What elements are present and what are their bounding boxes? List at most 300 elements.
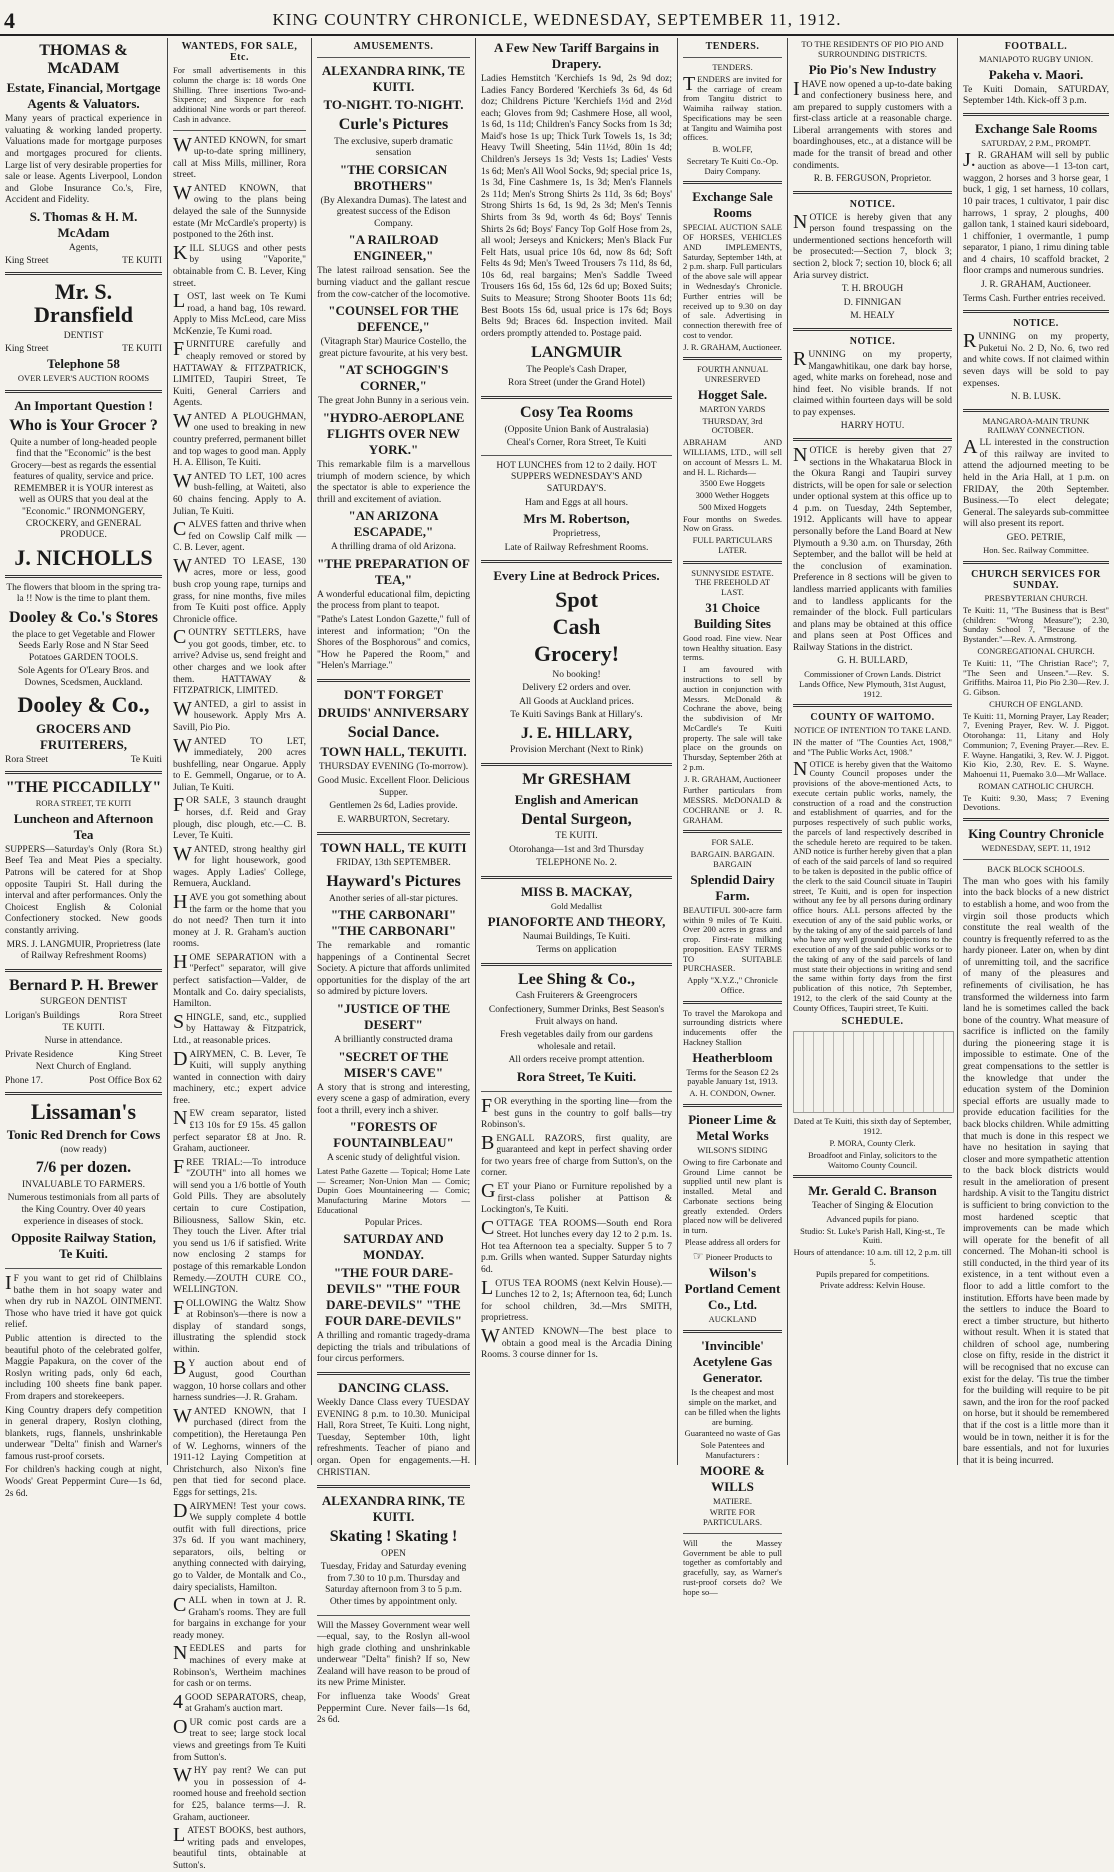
ad-kicker: TO THE RESIDENTS OF PIO PIO AND SURROUNDING DISTRICTS.: [801, 39, 944, 59]
ad-kicker: Every Line at Bedrock Prices.: [493, 568, 660, 584]
church-services: Te Kuiti: 11, "The Business that is Best" (children: "Wrong Measure"); 2.30, Sunday School 7, "Because of the Bystander."—Rev. A. Armstrong.: [963, 604, 1109, 645]
venue: ALEXANDRA RINK, TE KUITI.: [321, 1493, 466, 1525]
ad-text: Good Music. Excellent Floor. Delicious Supper.: [317, 776, 470, 798]
church-services: Te Kuiti: 11, Morning Prayer, Lay Reader; 7, Evening Prayer, Rev. W. J. Piggot. Otorohanga: 11, Litany and Holy Communion; 7, Evening Prayer.—Rev. E. F. Wayne. Hangatiki, 3, Rev. W. J. Piggot. Kio Kio, 2.30, Rev. E. S. Wayne. Mahoenui 11, Puemako 3.0—Mr Wallace.: [963, 710, 1109, 780]
ad-signature: MOORE & WILLS: [700, 1462, 765, 1494]
signatory: HARRY HOTU.: [840, 421, 905, 432]
ad-date: THURSDAY, 3rd OCTOBER.: [702, 415, 763, 436]
signatory: T. H. BROUGH: [841, 284, 904, 295]
classified-ad: WANTED TO LET, immediately, 200 acres bushfelling, near Ongarue. Apply to E. Gemmell, Ongarue, or to A. Julian, Te Kuiti.: [173, 734, 306, 793]
schedule-header: SCHEDULE.: [841, 1016, 904, 1028]
influenza-notice: For influenza take Woods' Great Peppermint Cure. Never fails—1s 6d, 2s 6d.: [317, 1692, 470, 1726]
ad-product: Tonic Red Drench for Cows: [6, 1126, 161, 1142]
ad-town: TE KUITI: [122, 256, 162, 267]
ad-title: Mr GRESHAM: [522, 771, 631, 789]
ad-kicker: TENDERS.: [712, 62, 753, 72]
branson-ad: [793, 1183, 952, 1291]
column-5: [678, 38, 788, 1597]
ad-body: Numerous testimonials from all parts of the King Country. Over 40 years experience in diseases of stock.: [7, 1193, 160, 1227]
tariff-title: A Few New Tariff Bargains in Drapery.: [493, 40, 660, 71]
ad-title: Spot: [555, 587, 598, 613]
ad-signature: J. NICHOLLS: [14, 544, 153, 570]
ad-tagline: INVALUABLE TO FARMERS.: [21, 1179, 146, 1190]
ad-text: Sole Patentees and Manufacturers :: [700, 1440, 765, 1460]
ad-title: Pakeha v. Maori.: [988, 66, 1084, 82]
classified-ad: WANTED, strong healthy girl for light housework, good wages. Apply Ladies' College, Remuera, Auckland.: [173, 842, 306, 890]
ad-text: Fresh vegetables daily from our gardens wholesale and retail.: [500, 1030, 653, 1052]
ad-subtitle: (Opposite Union Bank of Australasia): [504, 424, 649, 435]
tenders-body: TENDERS are invited for the carriage of cream from Tangitu district to Waimiha railway station. Specifications may be seen at Tangitu and Waimiha post offices.: [683, 72, 782, 143]
column-2: [168, 38, 312, 1871]
column-4: [476, 38, 678, 1465]
ad-subtitle: SURGEON DENTIST: [40, 997, 127, 1008]
notice-date: Dated at Te Kuiti, this sixth day of September, 1912.: [793, 1116, 952, 1137]
ad-signature: A. H. CONDON, Owner.: [689, 1088, 776, 1099]
classified-ad: HOME SEPARATION with a "Perfect" separator, will give perfect satisfaction—Valder, de Montalk and Co. dairy specialists, Hamilton.: [173, 950, 306, 1010]
notice-header: MANGAROA-MAIN TRUNK RAILWAY CONNECTION.: [982, 415, 1090, 436]
lissaman-ad: [5, 1100, 162, 1263]
ad-text: To travel the Marokopa and surrounding districts where inducements offer the Hackney Stallion: [683, 1007, 782, 1047]
ad-subtitle: Teacher of Singing & Elocution: [811, 1201, 934, 1212]
ad-title: Who is Your Grocer ?: [9, 416, 158, 434]
ad-title: Hayward's Pictures: [326, 872, 461, 890]
film-desc: A thrilling drama of old Arizona.: [330, 542, 457, 553]
ad-signature: J. R. GRAHAM, Auctioneer: [684, 773, 781, 784]
section-header: TENDERS.: [705, 41, 760, 52]
ad-title: Bernard P. H. Brewer: [9, 976, 158, 994]
ad-signature: MRS. J. LANGMUIR, Proprietress (late of Railway Refreshment Rooms): [6, 939, 161, 962]
film-title: "A RAILROAD ENGINEER,": [348, 232, 439, 264]
razors-notice: BENGALL RAZORS, first quality, are guaranteed and kept in perfect shaving order for two years free of charge from Sutton's, on the corner.: [481, 1131, 672, 1179]
editorial-body: The man who goes with his family into the back blocks of a new district to establish a home, and woo from the virgin soil those products which constitute the real wealth of the country is frequently referred to as the hardy pioneer. Later on, when by dint of unremitting toil, and the sacrifice of many of the pleasures and refinements of civilisation, he has transformed the wilderness into farm land he is sometimes called the back bone of the country. What measure of sacrifice is inflicted on the family during the pioneering stage it is impossible to estimate. One of the great compensations to the settler is the knowledge that under the education system of the Dominion special efforts are usually made to provide education facilities for the back blocks children. While admitting that much is done in this respect we have no hesitation in saying that closer and more sympathetic attention to the back block districts would result in the amelioration of present hardship. A visit to the Tangitu district is sufficient to bring conviction to the most hardened sceptic that improvements can be made which will operate for the benefit of all concerned. The Mohan-iti school is still conducted, in the third year of its existence, in a tent without even a floor to add a little comfort to the institution. Efforts have been made by the settlers to induce the Board to erect a timber structure, but hitherto without result. When it is stated that children of school age, numbering close on fifty, reside in the district it will be recognised that no excuse can exist for the delay. 'Tis true the timber for the building will require to be pit sawn, and the iron for the roof packed on horse, but it should be remembered that if the cost is a little more than it would be in town, neither it is for the bare essentials, and not for luxuries that it is being incurred.: [963, 876, 1109, 1466]
polish-notice: GET your Piano or Furniture repolished by a first-class polisher at Pattison & Lockington's, Te Kuiti.: [481, 1179, 672, 1216]
classified-rates: For small advertisements in this column the charge is: 18 words One Shilling. Three insertions Two-and-Sixpence; and Sixpence for each additional Nine words or part thereof. Cash in advance.: [173, 65, 306, 124]
ad-signature: E. WARBURTON, Secretary.: [337, 814, 450, 825]
ad-date: SATURDAY, 2 P.M., PROMPT.: [981, 137, 1091, 148]
ad-town: Te Kuiti: [130, 754, 162, 765]
ad-body: Quite a number of long-headed people find that the "Economic" is the best Grocery—best as regards the essential features of quality, service and price. REMEMBER it is YOUR interest as well as OURS that you deal at the "Economic." IRONMONGERY, CROCKERY, and GENERAL PRODUCE.: [10, 437, 157, 541]
classified-ad: DAIRYMEN! Test your cows. We supply complete 4 bottle outfit with full directions, price 37s 6d. If you want machinery, separators, oils, belting or anything connected with dairying, go to Valder, de Montalk and Co., dairy specialists, Hamilton.: [173, 1499, 306, 1593]
ad-status: OPEN: [381, 1548, 406, 1559]
classified-ad: CALL when in town at J. R. Graham's rooms. They are full for bargains in exchange for your ready money.: [173, 1594, 306, 1641]
ad-town: TE KUITI.: [555, 831, 598, 842]
classified-ad: NEW cream separator, listed £13 10s for £9 15s. 45 gallon perfect separator £8 at Jno. R. Graham, auctioneer.: [173, 1107, 306, 1155]
ad-location: Opposite Railway Station, Te Kuiti.: [11, 1230, 156, 1262]
ad-nurse: Nurse in attendance.: [44, 1036, 123, 1047]
ad-street: King Street: [5, 344, 49, 355]
notice-header: NOTICE.: [1013, 318, 1059, 330]
ad-body: Owing to fire Carbonate and Ground Lime cannot be supplied until new plant is installed. Metal and Carbonate sections being greatly extended. Orders placed now will be delivered in turn.: [683, 1156, 782, 1236]
ad-subtitle: The People's Cash Draper,: [526, 364, 627, 375]
piccadilly-ad: [5, 779, 162, 963]
ad-address: Cheal's Corner, Rora Street, Te Kuiti: [506, 438, 647, 449]
railway-notice: ALL interested in the construction of this railway are invited to attend the adjourned meeting to be held in the Aria Hall, at 1 p.m. on FRIDAY, the 20th September. Business.—To elect delegate; General. The saleyards sub-committee will also present its report.: [963, 436, 1109, 530]
column-6: [788, 38, 958, 1465]
classified-ad: 4GOOD SEPARATORS, cheap, at Graham's auction mart.: [173, 1690, 306, 1715]
classified-ad: WANTED TO LEASE, 130 acres, more or less, good bush crop young rape, turnips and grass, for nine months, five miles from Te Kuiti post office. Apply Chronicle office.: [173, 554, 306, 625]
cottage-tea-notice: COTTAGE TEA ROOMS—South end Rora Street. Hot lunches every day 12 to 2 p.m. 1s. Hot tea Afternoon tea a specialty. Supper 5 to 7 p.m. Grills when wanted. Supper Saturday nights 6d.: [481, 1216, 672, 1276]
stray-cows-notice: RUNNING on my property, Puketui No. 2 D, No. 6, two red and white cows. If not claimed within seven days will be sold to pay expenses.: [963, 330, 1109, 389]
masthead: [0, 0, 1114, 36]
ad-residence: Private Residence: [5, 1050, 74, 1061]
classified-ad: LATEST BOOKS, best authors, writing pads and envelopes, beautiful tints, obtainable at Sutton's.: [173, 1824, 306, 1871]
ad-text: Pupils prepared for competitions.: [815, 1268, 930, 1279]
column-7: [958, 38, 1114, 1465]
gresham-ad: [481, 771, 672, 870]
classified-ad: BY auction about end of August, good Courthan waggon, 10 horse collars and other harness sundries—J. R. Graham.: [173, 1356, 306, 1404]
ad-street: King Street: [5, 256, 49, 267]
ad-agents: Sole Agents for O'Leary Bros. and Downes, Scedsmen, Auckland.: [18, 666, 149, 688]
ad-title: LANGMUIR: [531, 344, 622, 362]
film-title: "JUSTICE OF THE DESERT": [336, 1001, 451, 1033]
ad-note: Late of Railway Refreshment Rooms.: [504, 542, 649, 553]
film-desc: "Pathe's Latest London Gazette," full of interest and information; "On the Shores of the Bosphorous" and comics, "How he Papered the Room," and "Helen's Marriage.": [317, 615, 470, 672]
classified-ad: WANTED, a girl to assist in housework. Apply Mrs A. Savill, Pio Pio.: [173, 697, 306, 733]
church-name: CONGREGATIONAL CHURCH.: [977, 646, 1095, 656]
ad-body: BEAUTIFUL 300-acre farm within 9 miles of Te Kuiti. Over 200 acres in grass and crop. First-rate milking proposition. EASY TERMS TO SUITABLE PURCHASER.: [683, 904, 782, 974]
ad-kicker: MANIAPOTO RUGBY UNION.: [978, 54, 1094, 64]
ad-body: ABRAHAM AND WILLIAMS, LTD., will sell on account of Messrs L. M. and H. L. Richards—: [683, 437, 782, 477]
ad-text: Tuesday, Friday and Saturday evening from 7.30 to 10 p.m. Thursday and Saturday afternoon from 3 to 5 p.m. Other times by appointment only.: [320, 1562, 467, 1607]
signatory: M. HEALY: [850, 311, 895, 322]
classified-ad: SHINGLE, sand, etc., supplied by Hattaway & Fitzpatrick, Ltd., at reasonable prices.: [173, 1010, 306, 1046]
film-desc: The remarkable and romantic happenings of a Continental Secret Society. A picture that affords unlimited opportunities for the display of the art so admired by picture lovers.: [317, 941, 470, 998]
ad-subtitle: Estate, Financial, Mortgage Agents & Valuators.: [6, 80, 161, 112]
ad-title: "THE PICCADILLY": [5, 778, 162, 796]
ad-title: Dooley & Co.'s Stores: [8, 608, 159, 626]
ad-body: Is the cheapest and most simple on the market, and can be filled when the lights are burning.: [684, 1387, 781, 1427]
ad-address: Provision Merchant (Next to Rink): [510, 745, 643, 756]
showtime: THURSDAY EVENING (To-morrow).: [318, 762, 469, 773]
ad-building: Lorigan's Buildings: [5, 1010, 80, 1021]
drapers-notice: King Country drapers defy competition in general drapery, Roslyn clothing, blankets, rugs, flannels, unshrinkable underwear "Delta" finish and Warner's famous rust-proof corsets.: [5, 1405, 162, 1462]
ad-signature: Wilson's Portland Cement Co., Ltd.: [684, 1265, 781, 1313]
schedule-table: [793, 1031, 954, 1113]
classified-ad: COUNTRY SETTLERS, have you got goods, timber, etc. to arrive? Advise us, send freight and other charges and we look after them. HATTAWAY & FITZPATRICK, LIMITED.: [173, 626, 306, 697]
film-desc: A story that is strong and interesting, every scene a gasp of admiration, every foot a thrill, every inch a shiver.: [317, 1082, 470, 1116]
editorial-masthead: King Country Chronicle: [968, 826, 1104, 842]
cosy-tea-rooms-ad: [481, 404, 672, 554]
ad-terms: Terms on application: [536, 945, 617, 956]
film-title: "SECRET OF THE MISER'S CAVE": [338, 1048, 449, 1080]
ad-street: Rora Street: [5, 754, 49, 765]
ad-title: MISS B. MACKAY,: [520, 883, 632, 899]
film-title: "FORESTS OF FOUNTAINBLEAU": [333, 1119, 454, 1151]
film-desc: A scenic study of delightful vision.: [327, 1153, 460, 1164]
ad-title: Pio Pio's New Industry: [808, 61, 937, 77]
editorial-date: WEDNESDAY, SEPT. 11, 1912: [981, 843, 1091, 854]
ad-price: Popular Prices.: [364, 1217, 423, 1228]
signatory-role: Commissioner of Crown Lands. District Lands Office, New Plymouth, 31st August, 1912.: [799, 668, 946, 699]
ad-text: The exclusive, superb dramatic sensation: [334, 136, 453, 159]
ad-subject: PIANOFORTE AND THEORY,: [487, 913, 666, 929]
ad-pobox: Post Office Box 62: [89, 1075, 162, 1086]
lotus-tea-notice: LOTUS TEA ROOMS (next Kelvin House).—Lunches 12 to 2, 1s; Afternoon tea, 6d; Lunch for school children, 3d.—Mrs SMITH, proprietress.: [481, 1276, 672, 1324]
film-desc: (Vitagraph Star) Maurice Costello, the great picture favourite, at his very best.: [319, 337, 468, 359]
auction-body: J.R. GRAHAM will sell by public auction as above—1 13-ton cart, waggon, 2 horses and 3 horse gear, 1 buck, 1 gig, 1 set harness, 10 collars, 10 pair traces, 1 cultivator, 1 pair disc harrows, 1 spray, 2 ploughs, 400 gallon tank, 1 stained kauri sideboard, 1 chiffonier, 1 overmantle, 1 pump separator, 1 piano, 1 rimu dining table and 4 chairs, 10 scaffold bracket, 2 floor cramps and numerous sundries.: [963, 148, 1109, 277]
ad-signature: Apply "X.Y.Z.," Chronicle Office.: [687, 975, 778, 995]
section-header: FOOTBALL.: [1004, 41, 1068, 52]
signatory-role: Hon. Sec. Railway Committee.: [983, 545, 1089, 556]
ad-hours: Hours of attendance: 10 a.m. till 12, 2 p.m. till 5.: [793, 1247, 952, 1267]
cough-notice: For children's hacking cough at night, Woods' Great Peppermint Cure—1s 6d, 2s 6d.: [5, 1465, 162, 1499]
ad-text: Good road. Fine view. Near town Healthy situation. Easy terms.: [683, 632, 782, 663]
ad-title: Mr. Gerald C. Branson: [808, 1183, 937, 1199]
notice-header: COUNTY OF WAITOMO.: [810, 712, 935, 724]
ad-title: Mr. S. Dransfield: [34, 279, 133, 328]
column-3: [312, 38, 476, 1726]
notice-subheader: NOTICE OF INTENTION TO TAKE LAND.: [793, 725, 952, 736]
ad-title: Social Dance.: [347, 723, 440, 741]
ad-title: Lissaman's: [30, 1098, 137, 1124]
ad-signature: R. B. FERGUSON, Proprietor.: [813, 174, 932, 185]
film-title: "HYDRO-AEROPLANE FLIGHTS OVER NEW YORK.": [322, 409, 465, 457]
ad-location: OVER LEVER'S AUCTION ROOMS: [17, 373, 150, 384]
ad-tagline: Guaranteed no waste of Gas: [684, 1428, 781, 1439]
classifieds-list: [173, 133, 306, 1872]
signatory: GEO. PETRIE,: [1006, 532, 1066, 543]
ad-body: IHAVE now opened a up-to-date baking and confectionery business here, and am prepared to supply customers with a first-class article at a reasonable charge. Liberal arrangements with stores and boardinghouses, etc., at a distance will be made for the transit of bread and other condiments.: [793, 77, 952, 171]
ad-title: Grocery!: [533, 641, 620, 667]
ad-address: Rora Street, Te Kuiti.: [516, 1068, 637, 1084]
showtime: FRIDAY, 13th SEPTEMBER.: [336, 858, 451, 869]
classified-ad: WANTED KNOWN, that I purchased (direct from the competition), the Heretaunga Pen of W. Leghorns, winners of the 1911-12 Laying Competition at Christchurch, also Nixon's fine pen that tied for second place. Eggs for settings, 21s.: [173, 1404, 306, 1498]
brewer-ad: [5, 977, 162, 1086]
pointing-hand-icon: ☞: [692, 1248, 704, 1263]
dransfield-ad: [5, 280, 162, 384]
ad-title: Exchange Sale Rooms: [974, 120, 1098, 136]
venue: TOWN HALL, TE KUITI: [320, 840, 467, 856]
ad-kicker: An Important Question !: [14, 397, 153, 413]
ad-street: Rora Street: [118, 1010, 162, 1021]
film-desc: A wonderful educational film, depicting the process from plant to teapot.: [317, 589, 470, 612]
ad-body: SUPPERS—Saturday's Only (Rora St.) Beef Tea and Meat Pies a specialty. Patrons will be catered for at Shop opposite Taupiri St. Hall during the interval and after performances. Only the Choicest English & Colonial Confectionery stocked. New goods constantly arriving.: [5, 844, 162, 936]
ad-kicker: DON'T FORGET: [343, 686, 444, 702]
land-sale-notice: NOTICE is hereby given that 27 sections in the Whakatarua Block in the Okura Rangi and Taupiri survey districts, will be open for sale or selection under optional system at this office up to 4 p.m. on Tuesday, 24th September, 1912. Applicants will have to appear personally before the Land Board at New Plymouth a 9.30 a.m. on Thursday, 26th September, and the ballot will be held at the conclusion of examination. Preference in 8 sections will be given to landless married applicants with families and to landless applicants for the remainder of the block. Full particulars and plans may be obtained at this office and plans seen at Post Offices and Railway Stations in the district.: [793, 443, 952, 653]
church-services: Te Kuiti: 9.30, Mass; 7 Evening Devotions.: [963, 792, 1109, 813]
showtime: SATURDAY AND MONDAY.: [343, 1231, 444, 1263]
ad-title: Cosy Tea Rooms: [520, 404, 633, 422]
notice-header: NOTICE.: [849, 198, 896, 210]
ad-text: Please address all orders for: [684, 1236, 781, 1247]
thomas-mcadam-ad: [5, 42, 162, 266]
ad-venue: MARTON YARDS: [699, 403, 766, 414]
sporting-notice: FOR everything in the sporting line—from the best guns in the country to golf balls—try Robinson's.: [481, 1094, 672, 1131]
ad-text: Advanced pupils for piano.: [826, 1213, 919, 1224]
ad-subtitle: DRUIDS' ANNIVERSARY: [317, 704, 470, 720]
curle-pictures-ad: [317, 63, 470, 673]
ad-title: Hogget Sale.: [697, 386, 768, 402]
ad-address: Naumai Buildings, Te Kuiti.: [522, 931, 631, 942]
film-desc: The latest railroad sensation. See the burning viaduct and the gallant rescue from the cow-catcher of the locomotive.: [317, 266, 470, 300]
signatory: G. H. BULLARD,: [837, 656, 908, 667]
classified-ad: WHY pay rent? We can put you in possession of 4-roomed house and freehold section for £25, balance terms—J. R. Graham, auctioneer.: [173, 1764, 306, 1823]
stray-horse-notice: RUNNING on my property, Mangawhitikau, one dark bay horse, aged, white marks on forehead, nose and hind feet. No visible brands. If not claimed within fourteen days will be sold to pay expenses.: [793, 347, 952, 418]
ad-kicker: The flowers that bloom in the spring tra-la !! Now is the time to plant them.: [6, 582, 161, 605]
stock-line: 3000 Wether Hoggets: [695, 490, 770, 501]
film-title: "AT SCHOGGIN'S CORNER,": [338, 362, 449, 394]
ad-address: Rora Street (under the Grand Hotel): [508, 378, 645, 389]
ad-phone: Phone 17.: [5, 1075, 43, 1086]
ad-title: Cash: [552, 614, 601, 640]
ad-title: Exchange Sale Rooms: [692, 189, 773, 221]
film-desc: A brilliantly constructed drama: [334, 1035, 453, 1046]
film-desc: (By Alexandra Dumas). The latest and greatest success of the Edison Company.: [320, 195, 467, 229]
film-desc: This remarkable film is a marvellous triumph of modern science, by which the spectator is able to experience the thrill and excitement of aviation.: [317, 459, 470, 505]
auction-body: SPECIAL AUCTION SALE OF HORSES, VEHICLES AND IMPLEMENTS, Saturday, September 14th, at 2 p.m. sharp. Full particulars of the above sale will appear in Wednesday's Chronicle. Further entries will be received up to 9.30 on day of sale. Advertising in connection therewith free of cost to vendor.: [683, 222, 782, 340]
ad-text: No booking!: [552, 669, 601, 680]
ad-text: Confectionery, Summer Drinks, Best Season's Fruit always on hand.: [488, 1005, 665, 1027]
page-number: 4: [4, 8, 15, 33]
film-title: "THE FOUR DARE-DEVILS" "THE FOUR DARE-DEVILS" "THE FOUR DARE-DEVILS": [325, 1265, 462, 1329]
tariff-body: Ladies Hemstitch 'Kerchiefs 1s 9d, 2s 9d doz; Ladies Fancy Bordered 'Kerchiefs 3s 6d, 4s 6d doz; Childrens Picture 'Kerchiefs 1½d and 2½d each; Gloves from 9d; Cashmere Hose, all wool, 1s 6d, 1s 11d; Children's Fancy Socks from 1s 3d; Maid's hose 1s up; Thick Turk Towels 1s, 1s 3d; Heavy Twill Sheeting, 54in 11½d, 80in 1s 4d; Children's Jerseys 1s 3d; Vests 1s; Ladies' Vests 1s 6d; Men's All Wool Socks, 9d; special price 1s, 1s 3d, Fine Cashmere 1s, 1s 3d; Men's Flannels 2s 11d; Men's Strong Shirts 2s 11d, 3s 6d; Boys' Strong Shirts 1s 6d, 1s 9d, 2s 3d; Men's Tennis Shirts from 3s 9d, worth 4s 6d; Boys' Tennis Shirts 2s 6d; Boys' Fancy Top Golf Hose from 2s, all wool; Jerseys and Knickers; Men's Black Fur Felt Hats, usual price 10s 6d, now 8s 6d; Soft Felts 4s 9d; Men's Tweed Trousers 7s 11d, 8s 6d, 10s 6d, real bargains; Men's Saddle Tweed Trousers 16s 6d, 15s 6d, 12s 6d up; Boxed Suits; Suits to Measure; Strong Shooter Boots 11s 6d; Best Boots 15s 6d, usual price is 17s 6d; Boys Belts 9d; Braces 6d. Inspection invited. Mail orders promptly attended to. Postage paid.: [481, 74, 672, 339]
ad-signature: Dooley & Co.,: [17, 692, 150, 718]
ad-price: Gentlemen 2s 6d, Ladies provide.: [329, 801, 458, 812]
ad-body: I am favoured with instructions to sell by auction in conjunction with Messrs. McDonald & Cochrane the above, being the subdivision of Mr McCardle's Te Kuiti property. The sale will take place on the grounds on Thursday, September 26th at 2 p.m.: [683, 664, 782, 772]
ad-note: Terms Cash. Further entries received.: [963, 293, 1106, 304]
dancing-class-ad: [317, 1380, 470, 1479]
ad-signature: J. E. HILLARY,: [520, 724, 633, 742]
hillary-ad: [481, 568, 672, 757]
ad-address: Private address: Kelvin House.: [819, 1280, 926, 1291]
church-name: PRESBYTERIAN CHURCH.: [984, 593, 1088, 604]
classified-ad: KILL SLUGS and other pests by using "Vaporite," obtainable from C. B. Lever, King street.: [173, 241, 306, 289]
arcadia-notice: WANTED KNOWN—The best place to obtain a good meal is the Arcadia Dining Rooms. 3 course dinner for 1s.: [481, 1324, 672, 1361]
land-taking-notice: NOTICE is hereby given that the Waitomo County Council proposes under the provisions of the above-mentioned Acts, to execute certain public works, namely, the construction of a road and the construction and establishment of quarries, and for the purposes respectively of such public works, the parcels of land respectively described in the schedule hereto are required to be taken. AND notice is further hereby given that a plan of each of the said parcels of land so required to be taken is deposited in the public office of the clerk to the said Council situate in Taupiri street, Te Kuiti, and is open for inspection without any fee by all persons during ordinary office hours. ALL persons affected by the execution of any of the said public works, or by the taking of any of the said parcels of land who have any well grounded objections to the execution of any of the said public works or to the taking of any of the said parcels of land must state their objections in writing and send the same within forty days from the first publication of this notice, 7th September, 1912, to the clerk of the said County at the County Offices, Taupiri street, Te Kuiti.: [793, 757, 952, 1013]
classified-ad: HAVE you got something about the farm or the home that you do not need? Then turn it into money at J. R. Graham's auction rooms.: [173, 891, 306, 950]
ad-kicker: FOURTH ANNUAL UNRESERVED: [696, 364, 769, 385]
classified-ad: FOR SALE, 3 staunch draught horses, d.f. Reid and Gray plough, disc plough, etc.—C. B. Lever, Te Kuiti.: [173, 794, 306, 842]
ad-signature: J. R. GRAHAM, Auctioneer.: [980, 280, 1092, 291]
film-desc: The great John Bunny in a serious vein.: [318, 396, 469, 407]
ad-text: Another series of all-star pictures.: [329, 893, 458, 904]
church-name: CHURCH OF ENGLAND.: [989, 698, 1083, 709]
classified-ad: LOST, last week on Te Kumi road, a hand bag, 10s reward. Apply to Miss McLeod, care Miss McKenzie, Te Kumi road.: [173, 290, 306, 337]
economic-grocer-ad: [5, 398, 162, 569]
ad-kicker: SUNNYSIDE ESTATE. THE FREEHOLD AT LAST.: [691, 567, 774, 598]
ad-text: HOT LUNCHES from 12 to 2 daily. HOT SUPPERS WEDNESDAY'S AND SATURDAY'S.: [496, 460, 657, 494]
classified-ad: FOLLOWING the Waltz Show at Robinson's—there is now a display of standard songs, illustrating the splendid stock within.: [173, 1296, 306, 1355]
massey-notice: Will the Massey Government be able to pull together as comfortably and gracefully, say, as Warner's rust-proof corsets do? We hope so—: [683, 1537, 782, 1597]
ad-town: MATIERE.: [713, 1495, 752, 1506]
ad-church: Next Church of England.: [35, 1062, 132, 1073]
ad-title: Lee Shing & Co.,: [518, 970, 635, 988]
ad-body: Many years of practical experience in valuating & working landed property. Valuations made for mortgage purposes and mortgages procured for clients. Large list of very desirable properties for sale or lease. Agents Liverpool, London and Globe Insurance Co.'s, Fire, Accident and Fidelity.: [5, 114, 162, 206]
ad-telephone: Telephone 58: [47, 356, 120, 372]
classified-ad: DAIRYMEN, C. B. Lever, Te Kuiti, will supply anything wanted in connection with dairy machinery, etc.; expert advice free.: [173, 1047, 306, 1106]
ad-agents: Agents,: [68, 242, 99, 253]
ad-text: Te Kuiti Domain, SATURDAY, September 14th. Kick-off 3 p.m.: [963, 84, 1109, 107]
ad-title: Splendid Dairy Farm.: [690, 871, 775, 903]
church-services: Te Kuiti: 11, "The Christian Race"; 7, "The Seen and Unseen."—Rev. S. Griffiths. Mairoa 11, Pio Pio 2.30—Rev. J. G. Gibson.: [963, 657, 1109, 698]
ad-role: Proprietress,: [552, 529, 601, 540]
skating-ad: [317, 1493, 470, 1608]
film-title: "AN ARIZONA ESCAPADE,": [348, 508, 439, 540]
ad-terms: Terms for the Season £2 2s payable January 1st, 1913.: [686, 1066, 779, 1087]
newspaper-title: KING COUNTRY CHRONICLE, WEDNESDAY, SEPTEMBER 11, 1912.: [272, 10, 842, 29]
film-title: "THE CARBONARI" "THE CARBONARI": [330, 907, 457, 939]
ad-kicker: BARGAIN. BARGAIN. BARGAIN: [690, 849, 775, 869]
ad-street-2: King Street: [118, 1050, 162, 1061]
ad-subtitle: DENTIST: [63, 330, 104, 341]
ad-price: 7/6 per dozen.: [35, 1159, 132, 1177]
ad-title: Heatherbloom: [692, 1049, 773, 1065]
druids-dance-ad: [317, 687, 470, 826]
ad-note: Four months on Swedes. Now on Grass.: [683, 513, 782, 534]
classified-ad: FREE TRIAL:—To introduce "ZOUTH" into all homes we will send you a 1/6 bottle of Youth Gold Pills. They are absolutely certain to cure Costipation, Biliousness, Sallow Skin, etc. They touch the Liver. After trial you send us 1/6 if satisfied. Write now enclosing 2 stamps for postage of this remarkable London Remedy.—ZOUTH CURE CO., WELLINGTON.: [173, 1155, 306, 1296]
ad-subtitle: WILSON'S SIDING: [697, 1145, 768, 1156]
ad-town: TE KUITI: [122, 344, 162, 355]
ad-kicker: FOR SALE.: [711, 837, 754, 848]
ad-trade: GROCERS AND FRUITERERS,: [36, 720, 131, 752]
mackay-ad: [481, 884, 672, 957]
church-services-header: CHURCH SERVICES FOR SUNDAY.: [971, 569, 1101, 592]
ad-address: Studio: St. Luke's Parish Hall, King-st., Te Kuiti.: [800, 1225, 945, 1246]
classified-ad: NEEDLES and parts for machines of every make at Robinson's, Wertheim machines for cash or on terms.: [173, 1642, 306, 1690]
ad-signature: S. Thomas & H. M. McAdam: [29, 208, 138, 240]
dooley-ad: [5, 583, 162, 765]
ad-note: Further particulars from MESSRS. McDONALD & COCHRANE or J. R. GRAHAM.: [683, 785, 782, 825]
ad-signature: J. R. GRAHAM, Auctioneer.: [683, 341, 782, 352]
signatory: N. B. LUSK.: [1011, 392, 1061, 403]
venue: ALEXANDRA RINK, TE KUITI.: [321, 63, 466, 94]
signatory: D. FINNIGAN: [843, 297, 902, 308]
ad-signature: Mrs M. Robertson,: [523, 511, 630, 527]
columns: [0, 38, 1114, 1871]
classified-ad: OUR comic post cards are a treat to see; large stock local views and greetings from Te Kuiti from Sutton's.: [173, 1715, 306, 1763]
notice-solicitors: Broadfoot and Finlay, solicitors to the Waitomo County Council.: [808, 1149, 937, 1170]
chilblains-notice: IF you want to get rid of Chilblains bathe them in hot soapy water and when dry rub in NAZOL OINTMENT. Those who have tried it have got quick relief.: [5, 1272, 162, 1331]
editorial-headline: BACK BLOCK SCHOOLS.: [987, 864, 1085, 875]
signatory: P. MORA, County Clerk.: [829, 1138, 916, 1148]
ad-title: Curle's Pictures: [338, 116, 449, 133]
stock-line: 500 Mixed Hoggets: [698, 501, 767, 512]
ad-title: Skating ! Skating !: [329, 1528, 458, 1546]
hayward-pictures-ad: [317, 840, 470, 1366]
ad-role: Secretary Te Kuiti Co.-Op. Dairy Company.: [686, 155, 779, 176]
ad-text: Delivery £2 orders and over.: [522, 683, 631, 694]
column-1: [0, 38, 168, 1499]
ad-title: THOMAS & McADAM: [39, 42, 128, 77]
ad-town: AUCKLAND: [708, 1314, 757, 1325]
massey-notice: Will the Massey Government wear well—equal, say, to the Roslyn all-wool high grade clothing and unshrinkable underwear "Delta" finish? If so, New Zealand will have reason to be proud of its new Prime Minister.: [317, 1620, 470, 1689]
notice-header: NOTICE.: [849, 335, 896, 347]
lee-shing-ad: [481, 971, 672, 1085]
film-title: "COUNSEL FOR THE DEFENCE,": [328, 303, 459, 335]
film-desc: A thrilling and romantic tragedy-drama depicting the trials and tribulations of four circus performers.: [317, 1331, 470, 1365]
ad-title-2: Dental Surgeon,: [521, 810, 632, 828]
ad-town: TE KUITI.: [62, 1022, 105, 1033]
ad-text: All Goods at Auckland prices.: [519, 696, 634, 707]
film-list: Latest Pathe Gazette — Topical; Home Late — Screamer; Non-Union Man — Comic; Dupin Goes Mountaineering — Comic; Manufacturing Marine Motors — Educational: [317, 1165, 470, 1215]
stock-line: 3500 Ewe Hoggets: [700, 478, 765, 489]
ad-subtitle: English and American: [514, 791, 639, 807]
ad-subtitle: Luncheon and Afternoon Tea: [13, 810, 154, 842]
classified-ad: WANTED KNOWN, that owing to the plans being delayed the sale of the Sunnyside estate (Mr McCardle's property) is postponed to the 26th inst.: [173, 181, 306, 241]
ad-body: the place to get Vegetable and Flower Seeds Early Rose and N Star Seed Potatoes GARDEN TOOLS.: [12, 629, 155, 663]
classified-ad: WANTED A PLOUGHMAN, one used to breaking in new country preferred, permanent billet and top wages to good man. Apply H. A. Ellison, Te Kuiti.: [173, 409, 306, 469]
showtime: TO-NIGHT. TO-NIGHT.: [323, 97, 464, 112]
ad-address: RORA STREET, TE KUITI: [35, 798, 132, 809]
langmuir-ad: [481, 344, 672, 390]
ad-note: WRITE FOR PARTICULARS.: [703, 1507, 762, 1528]
ad-schedule: Otorohanga—1st and 3rd Thursday: [509, 844, 644, 855]
ad-telephone: TELEPHONE No. 2.: [536, 858, 617, 869]
section-header: AMUSEMENTS.: [353, 41, 434, 52]
notice-text: IN the matter of "The Counties Act, 1908," and "The Public Works Act, 1908.": [793, 737, 952, 757]
ad-text: All orders receive prompt attention.: [508, 1055, 645, 1066]
roslyn-notice: Public attention is directed to the beautiful photo of the celebrated golfer, Maggie Papakura, on the cover of the Roslyn writing pads, only 6d each, including 100 sheets fine bank paper. From drapers and storekeepers.: [5, 1334, 162, 1402]
